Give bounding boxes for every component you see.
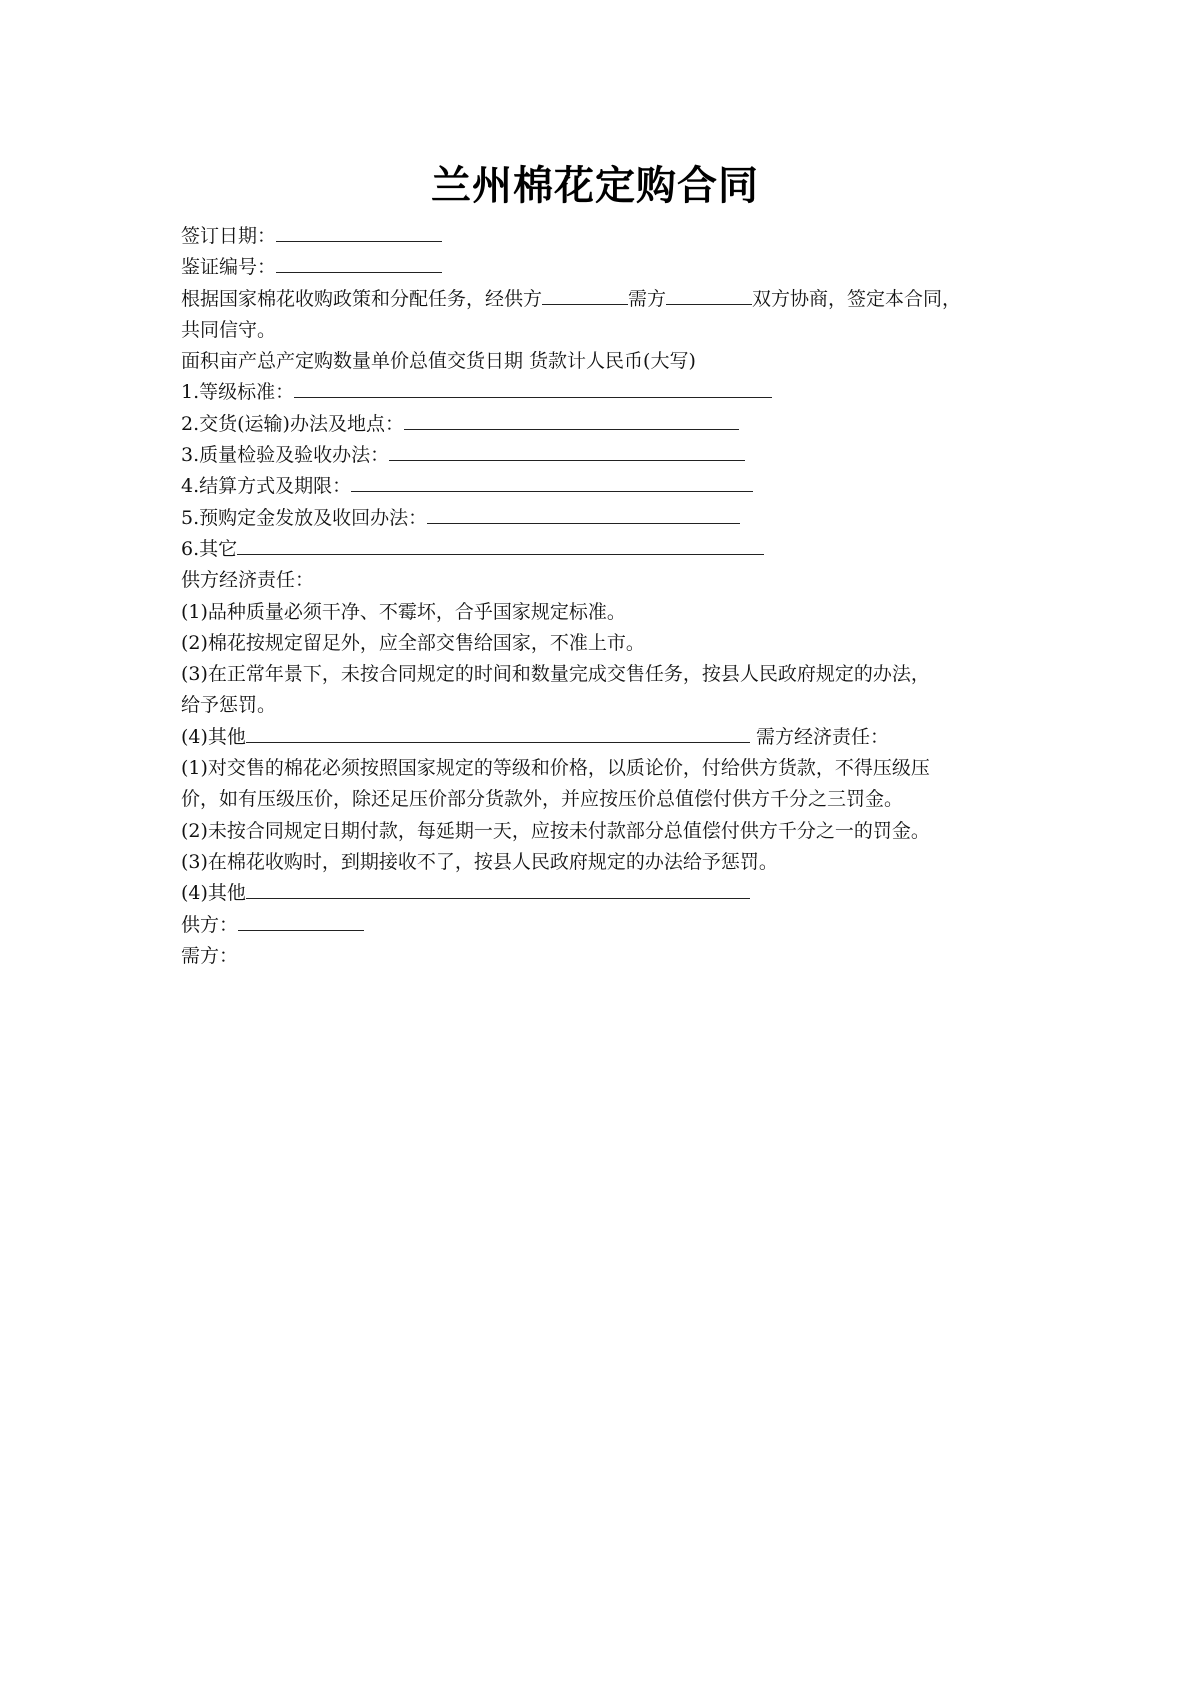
- supplier-sign-label: 供方：: [181, 913, 239, 936]
- contract-body: [181, 221, 1031, 972]
- item-3-line: [181, 440, 1031, 471]
- supplier-sign-blank[interactable]: [238, 910, 364, 931]
- sign-date-label: 签订日期：: [181, 225, 277, 247]
- buyer-clause-4-label: (4)其他: [181, 882, 246, 905]
- supplier-clause-3: (3)在正常年景下，未按合同规定的时间和数量完成交售任务，按县人民政府规定的办法，: [181, 663, 930, 686]
- item-1-line: [181, 377, 1031, 408]
- supplier-clause-1: (1)品种质量必须干净、不霉坏，合乎国家规定标准。: [181, 600, 626, 623]
- item-5-line: [181, 503, 1031, 534]
- sign-date-blank[interactable]: [276, 221, 442, 242]
- item-6-blank[interactable]: [237, 534, 764, 555]
- item-1-label: 1.等级标准：: [181, 381, 295, 404]
- buyer-heading: 需方经济责任：: [749, 725, 889, 748]
- buyer-sign-line: [181, 941, 1031, 972]
- columns-line: 面积亩产总产定购数量单价总值交货日期 货款计人民币(大写): [181, 350, 696, 373]
- item-5-label: 5.预购定金发放及收回办法：: [181, 506, 428, 529]
- buyer-clause-4-line: [181, 878, 1031, 909]
- item-4-line: [181, 471, 1031, 502]
- item-4-label: 4.结算方式及期限：: [181, 475, 352, 498]
- intro-text-a: 根据国家棉花收购政策和分配任务，经供方: [181, 287, 543, 310]
- buyer-clause-1: (1)对交售的棉花必须按照国家规定的等级和价格，以质论价，付给供方货款，不得压级压: [181, 757, 930, 780]
- item-1-blank[interactable]: [294, 377, 772, 398]
- document-title: 兰州棉花定购合同: [431, 163, 759, 209]
- item-3-blank[interactable]: [389, 440, 745, 461]
- verify-no-label: 鉴证编号：: [181, 256, 277, 279]
- item-2-blank[interactable]: [404, 409, 739, 430]
- supplier-clause-4-line: [181, 722, 1031, 753]
- item-2-line: [181, 409, 1031, 440]
- supplier-heading: 供方经济责任：: [181, 569, 315, 592]
- item-3-label: 3.质量检验及验收办法：: [181, 444, 390, 467]
- buyer-clause-2: (2)未按合同规定日期付款，每延期一天，应按未付款部分总值偿付供方千分之一的罚金。: [181, 819, 930, 842]
- supplier-sign-line: [181, 910, 1031, 941]
- buyer-clause-1-cont: 价，如有压级压价，除还足压价部分货款外，并应按压价总值偿付供方千分之三罚金。: [181, 788, 904, 811]
- verify-no-blank[interactable]: [276, 252, 442, 273]
- intro-text-c: 双方协商，签定本合同，: [752, 287, 962, 310]
- intro-line: [181, 284, 1031, 315]
- supplier-clause-3-cont: 给予惩罚。: [181, 694, 277, 717]
- item-6-label: 6.其它: [181, 537, 238, 560]
- intro-line-2: 共同信守。: [181, 318, 277, 341]
- intro-text-b: 需方: [628, 287, 667, 310]
- supplier-name-blank[interactable]: [542, 284, 628, 305]
- buyer-name-blank[interactable]: [666, 284, 752, 305]
- buyer-clause-3: (3)在棉花收购时，到期接收不了，按县人民政府规定的办法给予惩罚。: [181, 850, 778, 873]
- sign-date-line: [181, 221, 1031, 252]
- supplier-clause-4-blank[interactable]: [246, 722, 750, 743]
- item-4-blank[interactable]: [351, 471, 753, 492]
- item-2-label: 2.交货(运输)办法及地点：: [181, 412, 404, 435]
- verify-no-line: [181, 252, 1031, 283]
- item-5-blank[interactable]: [427, 503, 740, 524]
- buyer-clause-4-blank[interactable]: [246, 878, 750, 899]
- supplier-clause-4-label: (4)其他: [181, 725, 246, 748]
- supplier-clause-2: (2)棉花按规定留足外，应全部交售给国家，不准上市。: [181, 631, 645, 654]
- buyer-sign-label: 需方：: [181, 944, 239, 967]
- item-6-line: [181, 534, 1031, 565]
